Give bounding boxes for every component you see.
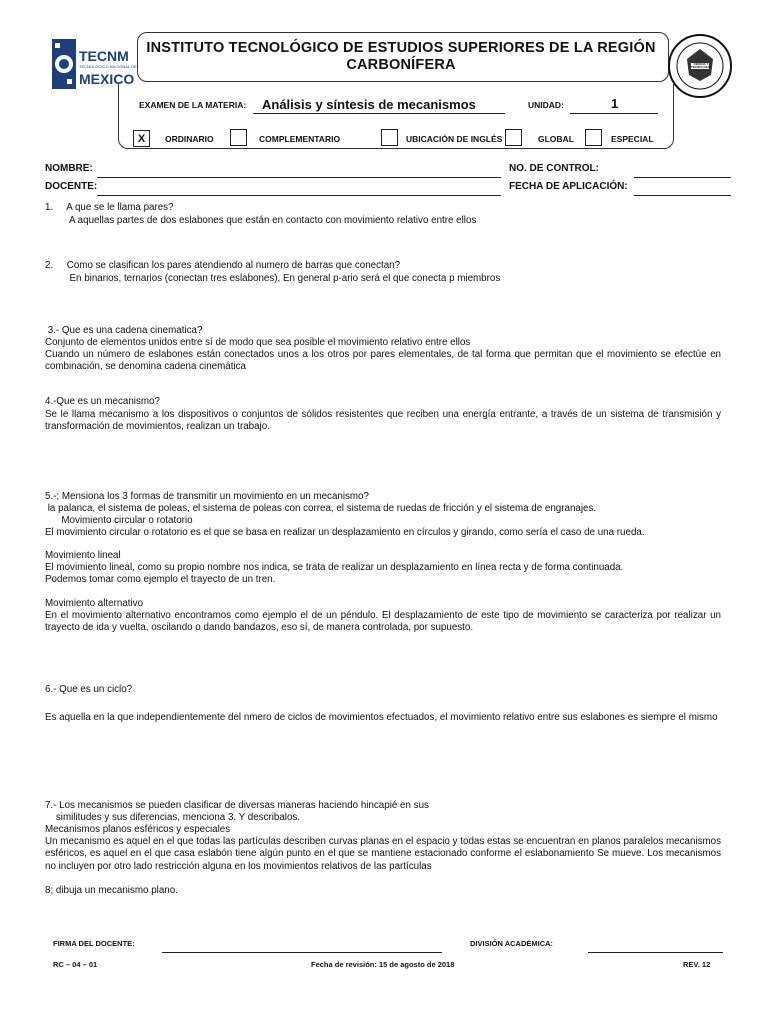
form-code: RC – 04 – 01 bbox=[53, 960, 98, 969]
answer-3b: Cuando un número de eslabones están conectados unos a los otros por pares elementales, de tal forma que permitan que el movimiento se efectúe en combinación, se denomina cadena cinemática bbox=[45, 349, 721, 373]
fecha-field[interactable] bbox=[634, 195, 731, 196]
unidad-underline bbox=[570, 113, 658, 114]
fecha-label: FECHA DE APLICACIÓN: bbox=[509, 181, 628, 192]
answer-5b: Movimiento circular o rotatorio bbox=[45, 515, 193, 526]
option-especial: ESPECIAL bbox=[611, 134, 654, 144]
answer-6: Es aquella en la que independientemente del nmero de ciclos de movimientos efectuados, el movimiento relativo entre sus eslabones es siempre el mismo bbox=[45, 712, 718, 723]
checkbox-ubicacion-ingles[interactable] bbox=[381, 129, 398, 146]
materia-underline bbox=[253, 113, 505, 114]
question-1: 1. A que se le llama pares? bbox=[45, 202, 174, 213]
answer-5e: El movimiento lineal, como su propio nombre nos indica, se trata de realizar un desplazamiento en línea recta y de forma continuada. bbox=[45, 562, 624, 573]
question-5: 5.-; Mensiona los 3 formas de transmitir un movimiento en un mecanismo? bbox=[45, 491, 369, 502]
question-6: 6.- Que es un ciclo? bbox=[45, 684, 133, 695]
answer-7a: Mecanismos planos esféricos y especiales bbox=[45, 824, 231, 835]
answer-5a: la palanca, el sistema de poleas, el sistema de poleas con correa, el sistema de ruedas de fricción y el sistema de engranajes. bbox=[45, 503, 597, 514]
docente-field[interactable] bbox=[97, 195, 501, 196]
unidad-label: UNIDAD: bbox=[528, 100, 564, 110]
checkbox-ordinario[interactable]: X bbox=[133, 130, 150, 147]
docente-label: DOCENTE: bbox=[45, 181, 98, 192]
answer-5g: Movimiento alternativo bbox=[45, 598, 144, 609]
option-ordinario: ORDINARIO bbox=[165, 134, 214, 144]
checkbox-complementario[interactable] bbox=[230, 129, 247, 146]
answer-5h: En el movimiento alternativo encontramos como ejemplo el de un péndulo. El desplazamiento de este tipo de movimiento se caracteriza por realizar un trayecto de ida y vuelta, oscilando o dando bandazos, eso sí, de manera controlada, por supuesto. bbox=[45, 610, 721, 634]
question-7a: 7.- Los mecanismos se pueden clasificar de diversas maneras haciendo hincapié en sus bbox=[45, 800, 429, 811]
answer-5f: Podemos tomar como ejemplo el trayecto de un tren. bbox=[45, 574, 276, 585]
nombre-label: NOMBRE: bbox=[45, 163, 93, 174]
checkbox-especial[interactable] bbox=[585, 129, 602, 146]
answer-1: A aquellas partes de dos eslabones que están en contacto con movimiento relativo entre ellos bbox=[45, 215, 477, 226]
answer-4: Se le llama mecanismo a los dispositivos o conjuntos de sólidos resistentes que reciben una energía entrante, a través de un sistema de transmisión y transformación de movimientos, realizan un trabajo. bbox=[45, 409, 721, 433]
option-global: GLOBAL bbox=[538, 134, 574, 144]
unidad-value: 1 bbox=[611, 96, 619, 111]
firma-label: FIRMA DEL DOCENTE: bbox=[53, 939, 135, 948]
answer-7b: Un mecanismo es aquel en el que todas las partículas describen curvas planas en el espacio y todas estas se encuentran en planos paralelos mecanismos esféricos, es aquel en el que casa eslabón tiene algún punto en el que se mantiene estacionado conforme el eslabonamiento Se mueve. Los mecanismos no incluyen por otro lado restricción alguna en los movimientos relativos de las partículas bbox=[45, 836, 721, 872]
question-2: 2. Como se clasifican los pares atendiendo al numero de barras que conectan? bbox=[45, 260, 401, 271]
question-4: 4.-Que es un mecanismo? bbox=[45, 396, 160, 407]
division-label: DIVISIÓN ACADÉMICA: bbox=[470, 939, 554, 948]
tecnm-logo-text-1: TECNM bbox=[79, 48, 129, 64]
nombre-field[interactable] bbox=[97, 177, 501, 178]
materia-label: EXAMEN DE LA MATERIA: bbox=[139, 100, 247, 110]
firma-field[interactable] bbox=[162, 952, 442, 953]
tecnm-logo-text-2: MEXICO bbox=[79, 71, 135, 87]
question-8: 8; dibuja un mecanismo plano. bbox=[45, 885, 178, 896]
institution-title-line2: CARBONÍFERA bbox=[346, 57, 456, 73]
institution-title-line1: INSTITUTO TECNOLÓGICO DE ESTUDIOS SUPERIORES DE LA REGIÓN bbox=[146, 40, 656, 56]
answer-5d: Movimiento lineal bbox=[45, 550, 121, 561]
option-ubicacion-ingles: UBICACIÓN DE INGLÉS bbox=[406, 134, 503, 144]
revision-number: REV. 12 bbox=[683, 960, 711, 969]
division-field[interactable] bbox=[588, 952, 723, 953]
answer-3a: Conjunto de elementos unidos entre sí de modo que sea posible el movimiento relativo entre ellos bbox=[45, 337, 471, 348]
checkbox-global[interactable] bbox=[505, 129, 522, 146]
institution-title bbox=[140, 40, 662, 74]
materia-value: Análisis y síntesis de mecanismos bbox=[262, 97, 476, 112]
revision-date: Fecha de revisión: 15 de agosto de 2018 bbox=[311, 960, 455, 969]
answer-5c: El movimiento circular o rotatorio es el que se basa en realizar un desplazamiento en círculos y girando, como sería el caso de una rueda. bbox=[45, 527, 645, 538]
tecnm-logo-small: TECNOLÓGICO NACIONAL DE bbox=[79, 64, 137, 69]
question-7b: similitudes y sus diferencias, menciona 3. Y describalos. bbox=[45, 812, 301, 823]
seal-text: CIENCIA Y TECNOLOGIA bbox=[691, 62, 711, 69]
control-label: NO. DE CONTROL: bbox=[509, 163, 599, 174]
question-3: 3.- Que es una cadena cinematica? bbox=[45, 325, 203, 336]
option-complementario: COMPLEMENTARIO bbox=[259, 134, 341, 144]
answer-2: En binarios, ternarios (conectan tres eslabones), En general p-ario será el que conecta p miembros bbox=[45, 273, 501, 284]
control-field[interactable] bbox=[634, 177, 731, 178]
